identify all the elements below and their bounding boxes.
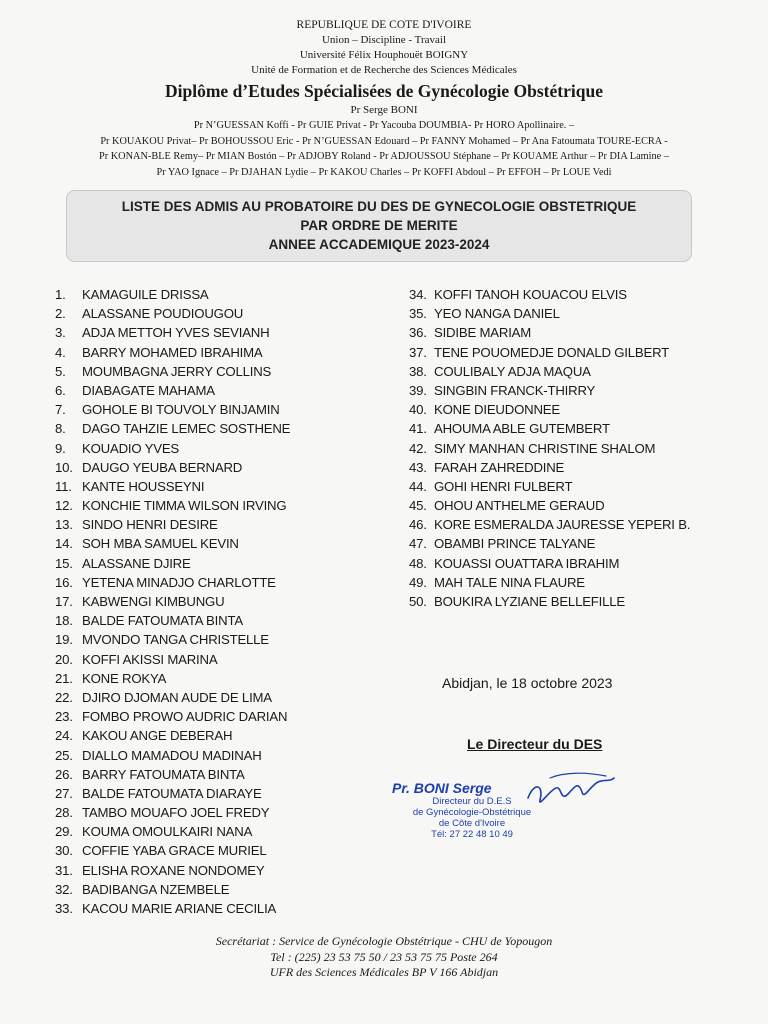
stamp-line: Directeur du D.E.S xyxy=(432,796,512,807)
student-name: TAMBO MOUAFO JOEL FREDY xyxy=(82,805,270,821)
list-item xyxy=(409,573,690,592)
list-item xyxy=(55,726,290,745)
student-name: DIALLO MAMADOU MADINAH xyxy=(82,747,262,763)
rank-number: 40. xyxy=(409,402,427,418)
list-item xyxy=(409,362,690,381)
rank-number: 25. xyxy=(55,747,73,763)
rank-number: 9. xyxy=(55,440,66,456)
rank-number: 11. xyxy=(55,478,72,494)
rank-number: 35. xyxy=(409,306,427,322)
student-name: BADIBANGA NZEMBELE xyxy=(82,881,230,897)
rank-number: 2. xyxy=(55,306,66,322)
rank-number: 23. xyxy=(55,709,73,725)
list-item xyxy=(409,496,690,515)
student-name: DAGO TAHZIE LEMEC SOSTHENE xyxy=(82,421,291,437)
student-name: DAUGO YEUBA BERNARD xyxy=(82,459,243,475)
list-item xyxy=(55,419,290,438)
rank-number: 10. xyxy=(55,459,73,475)
rank-number: 34. xyxy=(409,287,427,302)
list-item xyxy=(55,534,290,553)
list-item xyxy=(55,496,290,515)
list-item xyxy=(55,669,290,688)
student-name: SINDO HENRI DESIRE xyxy=(82,517,218,533)
rank-number: 14. xyxy=(55,536,73,552)
document-header xyxy=(0,18,768,180)
rank-number: 12. xyxy=(55,498,73,514)
rank-number: 30. xyxy=(55,843,73,859)
list-item xyxy=(55,592,290,611)
list-item xyxy=(409,304,690,323)
list-item xyxy=(409,534,690,553)
list-item xyxy=(55,880,290,899)
list-item xyxy=(55,688,290,707)
student-name: FOMBO PROWO AUDRIC DARIAN xyxy=(82,709,288,725)
list-item xyxy=(409,323,690,342)
student-name: KOUADIO YVES xyxy=(82,440,180,456)
list-item xyxy=(409,477,690,496)
student-name: KONE ROKYA xyxy=(82,670,167,686)
student-name: BARRY FATOUMATA BINTA xyxy=(82,766,245,782)
rank-number: 47. xyxy=(409,536,427,552)
list-item xyxy=(55,477,290,496)
stamp-line: de Gynécologie-Obstétrique xyxy=(412,807,532,818)
list-item xyxy=(55,458,290,477)
rank-number: 41. xyxy=(409,421,427,437)
professors-line: Pr KONAN-BLE Remy– Pr MIAN Bostón – Pr ADJOBY Roland - Pr ADJOUSSOU Stéphane – Pr KOUAME Arthur – Pr DIA Lamine – xyxy=(99,151,669,162)
student-name: MOUMBAGNA JERRY COLLINS xyxy=(82,363,272,379)
student-name: BOUKIRA LYZIANE BELLEFILLE xyxy=(434,594,625,609)
rank-number: 26. xyxy=(55,766,73,782)
student-name: GOHOLE BI TOUVOLY BINJAMIN xyxy=(82,402,280,418)
admitted-list-right xyxy=(409,285,690,611)
professors-line: Pr YAO Ignace – Pr DJAHAN Lydie – Pr KAKOU Charles – Pr KOFFI Abdoul – Pr EFFOH – Pr LOUE Vedi xyxy=(156,166,612,178)
rank-number: 46. xyxy=(409,517,427,533)
student-name: SOH MBA SAMUEL KEVIN xyxy=(82,536,239,552)
country-motto: Union – Discipline - Travail xyxy=(321,34,447,46)
list-item xyxy=(55,803,290,822)
rank-number: 43. xyxy=(409,459,427,475)
rank-number: 33. xyxy=(55,901,73,916)
rank-number: 22. xyxy=(55,689,73,705)
stamp-line: de Côte d'Ivoire xyxy=(438,818,506,829)
list-item xyxy=(55,381,290,400)
student-name: AHOUMA ABLE GUTEMBERT xyxy=(434,421,610,437)
banner-academic-year: ANNEE ACCADEMIQUE 2023-2024 xyxy=(268,237,490,252)
list-item xyxy=(55,515,290,534)
ufr-name: Unité de Formation et de Recherche des Sciences Médicales xyxy=(251,64,517,76)
list-item xyxy=(409,439,690,458)
rank-number: 27. xyxy=(55,785,73,801)
rank-number: 20. xyxy=(55,651,73,667)
list-item xyxy=(55,650,290,669)
professors-line: Pr N’GUESSAN Koffi - Pr GUIE Privat - Pr Yacouba DOUMBIA- Pr HORO Apollinaire. – xyxy=(193,120,575,131)
rank-number: 42. xyxy=(409,440,427,456)
list-item xyxy=(409,458,690,477)
list-item xyxy=(409,554,690,573)
student-name: ALASSANE DJIRE xyxy=(82,555,191,571)
rank-number: 32. xyxy=(55,881,73,897)
rank-number: 3. xyxy=(55,325,66,341)
rank-number: 50. xyxy=(409,594,427,609)
student-name: SIMY MANHAN CHRISTINE SHALOM xyxy=(434,440,656,456)
student-name: KAKOU ANGE DEBERAH xyxy=(82,728,233,744)
list-item xyxy=(55,841,290,860)
date-line: Abidjan, le 18 octobre 2023 xyxy=(442,675,613,691)
list-item xyxy=(409,343,690,362)
student-name: MVONDO TANGA CHRISTELLE xyxy=(82,632,269,648)
student-name: KOFFI AKISSI MARINA xyxy=(82,651,218,667)
university-name: Université Félix Houphouët BOIGNY xyxy=(299,49,469,61)
student-name: YEO NANGA DANIEL xyxy=(434,306,560,322)
student-name: KANTE HOUSSEYNI xyxy=(82,478,205,494)
student-name: SIDIBE MARIAM xyxy=(434,325,532,341)
banner-subtitle: PAR ORDRE DE MERITE xyxy=(300,218,458,233)
list-item xyxy=(55,439,290,458)
list-item xyxy=(409,515,690,534)
rank-number: 39. xyxy=(409,382,427,398)
rank-number: 38. xyxy=(409,363,427,379)
rank-number: 49. xyxy=(409,574,427,590)
rank-number: 28. xyxy=(55,805,73,821)
student-name: TENE POUOMEDJE DONALD GILBERT xyxy=(434,344,670,360)
rank-number: 36. xyxy=(409,325,427,341)
list-item xyxy=(55,554,290,573)
student-name: KACOU MARIE ARIANE CECILIA xyxy=(82,901,277,916)
student-name: COULIBALY ADJA MAQUA xyxy=(434,363,591,379)
admitted-list-left xyxy=(55,285,290,918)
rank-number: 16. xyxy=(55,574,73,590)
rank-number: 29. xyxy=(55,824,73,840)
student-name: KOUASSI OUATTARA IBRAHIM xyxy=(434,555,620,571)
list-item xyxy=(55,400,290,419)
list-item xyxy=(55,707,290,726)
stamp-line: Tél: 27 22 48 10 49 xyxy=(431,829,513,840)
student-name: DJIRO DJOMAN AUDE DE LIMA xyxy=(82,689,272,705)
student-name: KONCHIE TIMMA WILSON IRVING xyxy=(82,498,287,514)
student-name: DIABAGATE MAHAMA xyxy=(82,382,215,398)
rank-number: 18. xyxy=(55,613,73,629)
rank-number: 5. xyxy=(55,363,66,379)
student-name: KOFFI TANOH KOUACOU ELVIS xyxy=(434,287,627,302)
professors-line: Pr KOUAKOU Privat– Pr BOHOUSSOU Eric - Pr N’GUESSAN Edouard – Pr FANNY Mohamed – Pr Ana Fatoumata TOURE-ECRA - xyxy=(100,135,668,147)
rank-number: 19. xyxy=(55,632,73,648)
list-item xyxy=(409,400,690,419)
coordinator-name: Pr Serge BONI xyxy=(350,104,418,116)
stamp-name: Pr. BONI Serge xyxy=(392,780,492,796)
rank-number: 21. xyxy=(55,670,73,686)
student-name: KONE DIEUDONNEE xyxy=(434,402,560,418)
list-item xyxy=(55,822,290,841)
list-item xyxy=(409,592,690,611)
list-item xyxy=(55,611,290,630)
list-item xyxy=(55,285,290,304)
list-item xyxy=(55,861,290,880)
rank-number: 15. xyxy=(55,555,73,571)
list-item xyxy=(55,343,290,362)
student-name: KAMAGUILE DRISSA xyxy=(82,287,209,302)
list-item xyxy=(55,362,290,381)
footer-phone: Tel : (225) 23 53 75 50 / 23 53 75 75 Poste 264 xyxy=(270,949,498,964)
rank-number: 7. xyxy=(55,402,66,418)
diploma-title: Diplôme d’Etudes Spécialisées de Gynécologie Obstétrique xyxy=(165,81,603,101)
list-item xyxy=(55,630,290,649)
student-name: KOUMA OMOULKAIRI NANA xyxy=(82,824,253,840)
student-name: ALASSANE POUDIOUGOU xyxy=(82,306,244,322)
list-item xyxy=(55,899,290,918)
rank-number: 8. xyxy=(55,421,66,437)
banner-title: LISTE DES ADMIS AU PROBATOIRE DU DES DE GYNECOLOGIE OBSTETRIQUE xyxy=(121,199,637,214)
list-item xyxy=(55,304,290,323)
student-name: BALDE FATOUMATA DIARAYE xyxy=(82,785,262,801)
list-item xyxy=(55,784,290,803)
student-name: YETENA MINADJO CHARLOTTE xyxy=(82,574,276,590)
list-item xyxy=(55,746,290,765)
student-name: BALDE FATOUMATA BINTA xyxy=(82,613,243,629)
document-footer xyxy=(0,934,768,981)
student-name: OBAMBI PRINCE TALYANE xyxy=(434,536,596,552)
rank-number: 48. xyxy=(409,555,427,571)
student-name: GOHI HENRI FULBERT xyxy=(434,478,573,494)
list-item xyxy=(409,381,690,400)
list-item xyxy=(55,323,290,342)
student-name: ELISHA ROXANE NONDOMEY xyxy=(82,862,265,878)
rank-number: 31. xyxy=(55,862,73,878)
signature xyxy=(520,768,620,818)
student-name: KABWENGI KIMBUNGU xyxy=(82,594,225,609)
student-name: SINGBIN FRANCK-THIRRY xyxy=(434,382,596,398)
rank-number: 1. xyxy=(55,287,66,302)
footer-secretariat: Secrétariat : Service de Gynécologie Obstétrique - CHU de Yopougon xyxy=(215,934,553,948)
list-item xyxy=(409,285,690,304)
country-name: REPUBLIQUE DE COTE D'IVOIRE xyxy=(296,19,472,31)
list-item xyxy=(55,573,290,592)
rank-number: 13. xyxy=(55,517,73,533)
rank-number: 37. xyxy=(409,344,427,360)
rank-number: 45. xyxy=(409,498,427,514)
list-item xyxy=(55,765,290,784)
rank-number: 17. xyxy=(55,594,73,609)
rank-number: 4. xyxy=(55,344,66,360)
student-name: BARRY MOHAMED IBRAHIMA xyxy=(82,344,263,360)
student-name: FARAH ZAHREDDINE xyxy=(434,459,565,475)
director-title: Le Directeur du DES xyxy=(467,736,603,752)
student-name: ADJA METTOH YVES SEVIANH xyxy=(82,325,270,341)
rank-number: 24. xyxy=(55,728,73,744)
list-title-banner xyxy=(66,190,692,262)
rank-number: 6. xyxy=(55,382,66,398)
student-name: KORE ESMERALDA JAURESSE YEPERI B. xyxy=(434,517,691,533)
list-item xyxy=(409,419,690,438)
student-name: MAH TALE NINA FLAURE xyxy=(434,574,585,590)
footer-address: UFR des Sciences Médicales BP V 166 Abidjan xyxy=(269,965,499,979)
student-name: COFFIE YABA GRACE MURIEL xyxy=(82,843,267,859)
rank-number: 44. xyxy=(409,478,427,494)
student-name: OHOU ANTHELME GERAUD xyxy=(434,498,605,514)
